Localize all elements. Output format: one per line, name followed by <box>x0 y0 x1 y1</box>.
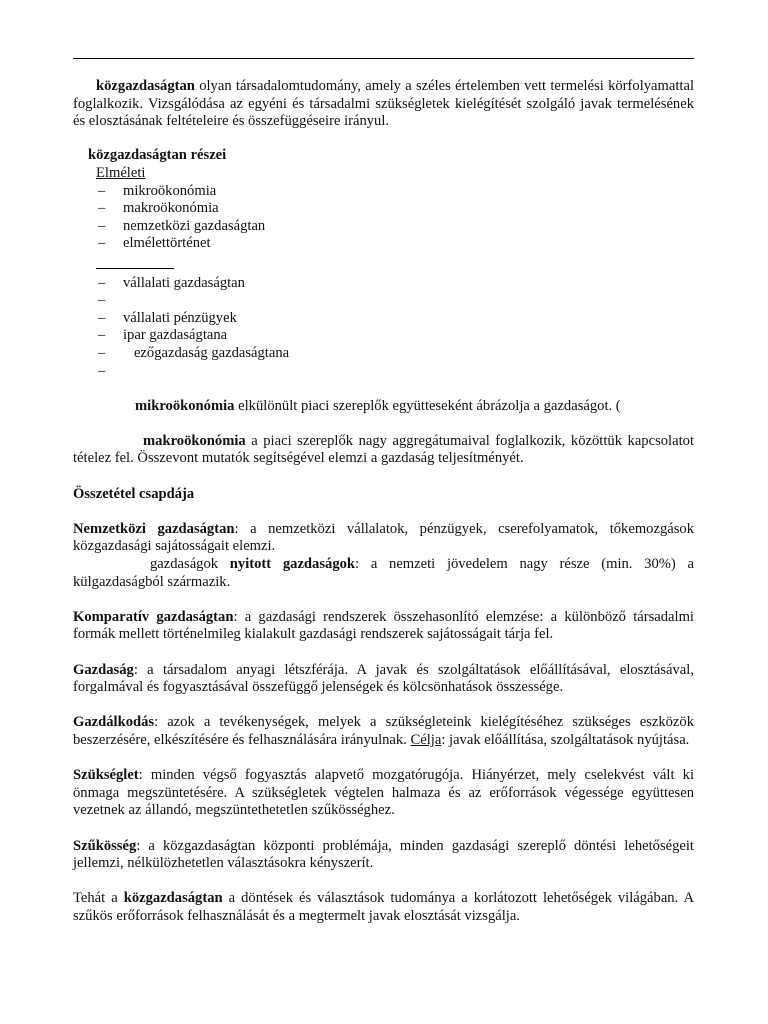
list-item: – vállalati gazdaságtan <box>73 275 694 293</box>
header-rule <box>73 58 694 59</box>
management-paragraph: Gazdálkodás: azok a tevékenységek, melyek a szükségleteink kielégítéséhez szükséges eszközök beszerzésére, elkészítésére és felhasználására irányulnak. Célja: javak előállítása, szolgáltatások nyújtása. <box>73 714 694 748</box>
applied-list <box>73 275 694 381</box>
scarcity-paragraph: Szűkösség: a közgazdaságtan központi problémája, minden gazdasági szereplő döntési lehetőségeit jellemzi, nélkülözhetetlen választásokra kényszerít. <box>73 837 694 872</box>
theory-label: Elméleti <box>96 164 146 181</box>
micro-paragraph: mikroökonómia elkülönült piaci szereplők együtteseként ábrázolja a gazdaságot. ( <box>135 397 621 414</box>
theory-list <box>73 183 694 253</box>
intro-text: olyan társadalomtudomány, amely a széles értelemben vett termelési körfolyamattal foglalkozik. Vizsgálódása az egyéni és társadalmi szükségletek kielégítését szolgáló javak termelésének és elosztásának feltételeire és összefüggéseire irányul. <box>73 78 694 130</box>
parts-heading: közgazdaságtan részei <box>88 147 227 164</box>
trap-heading: Összetétel csapdája <box>73 485 195 502</box>
document-page <box>73 78 694 926</box>
list-item: – mikroökonómia <box>73 183 694 201</box>
list-item <box>73 292 694 310</box>
list-item: – ezőgazdaság gazdaságtana <box>73 345 694 363</box>
intro-term: közgazdaságtan <box>96 78 195 94</box>
macro-paragraph: makroökonómia a piaci szereplők nagy aggregátumaival foglalkozik, közöttük kapcsolatot tételez fel. Összevont mutatók segítségével elemzi a gazdaság teljesítményét. <box>73 432 694 467</box>
comparative-paragraph: Komparatív gazdaságtan: a gazdasági rendszerek összehasonlító elemzése: a különböző társadalmi formák mellett történelmileg kialakult gazdasági rendszerek sajátosságait tárja fel. <box>73 608 694 643</box>
conclusion-paragraph: Tehát a közgazdaságtan a döntések és választások tudománya a korlátozott lehetőségek világában. A szűkös erőforrások felhasználását és a megtermelt javak elosztását vizsgálja. <box>73 890 694 924</box>
intro-paragraph <box>73 78 694 131</box>
list-item: – makroökonómia <box>73 200 694 218</box>
need-paragraph: Szükséglet: minden végső fogyasztás alapvető mozgatórugója. Hiányérzet, mely cselekvést vált ki önmaga megszüntetésére. A szükségletek végtelen halmaza és az erőforrások végessége együttesen vezetnek az állandó, megszüntethetetlen szűkösséghez. <box>73 767 694 819</box>
list-item: – nemzetközi gazdaságtan <box>73 218 694 236</box>
blank-underline <box>73 253 694 275</box>
economy-paragraph: Gazdaság: a társadalom anyagi létszférája. A javak és szolgáltatások előállításával, elosztásával, forgalmával és fogyasztásával összefüggő jelenségek és kölcsönhatások összessége. <box>73 661 694 696</box>
list-item <box>73 363 694 381</box>
list-item: – vállalati pénzügyek <box>73 310 694 328</box>
list-item: – elmélettörténet <box>73 235 694 253</box>
open-economy-paragraph: gazdaságok nyitott gazdaságok: a nemzeti jövedelem nagy része (min. 30%) a külgazdaságból származik. <box>73 556 694 590</box>
international-paragraph: Nemzetközi gazdaságtan: a nemzetközi vállalatok, pénzügyek, cserefolyamatok, tőkemozgások közgazdasági sajátosságait elemzi. <box>73 520 694 555</box>
list-item: – ipar gazdaságtana <box>73 327 694 345</box>
